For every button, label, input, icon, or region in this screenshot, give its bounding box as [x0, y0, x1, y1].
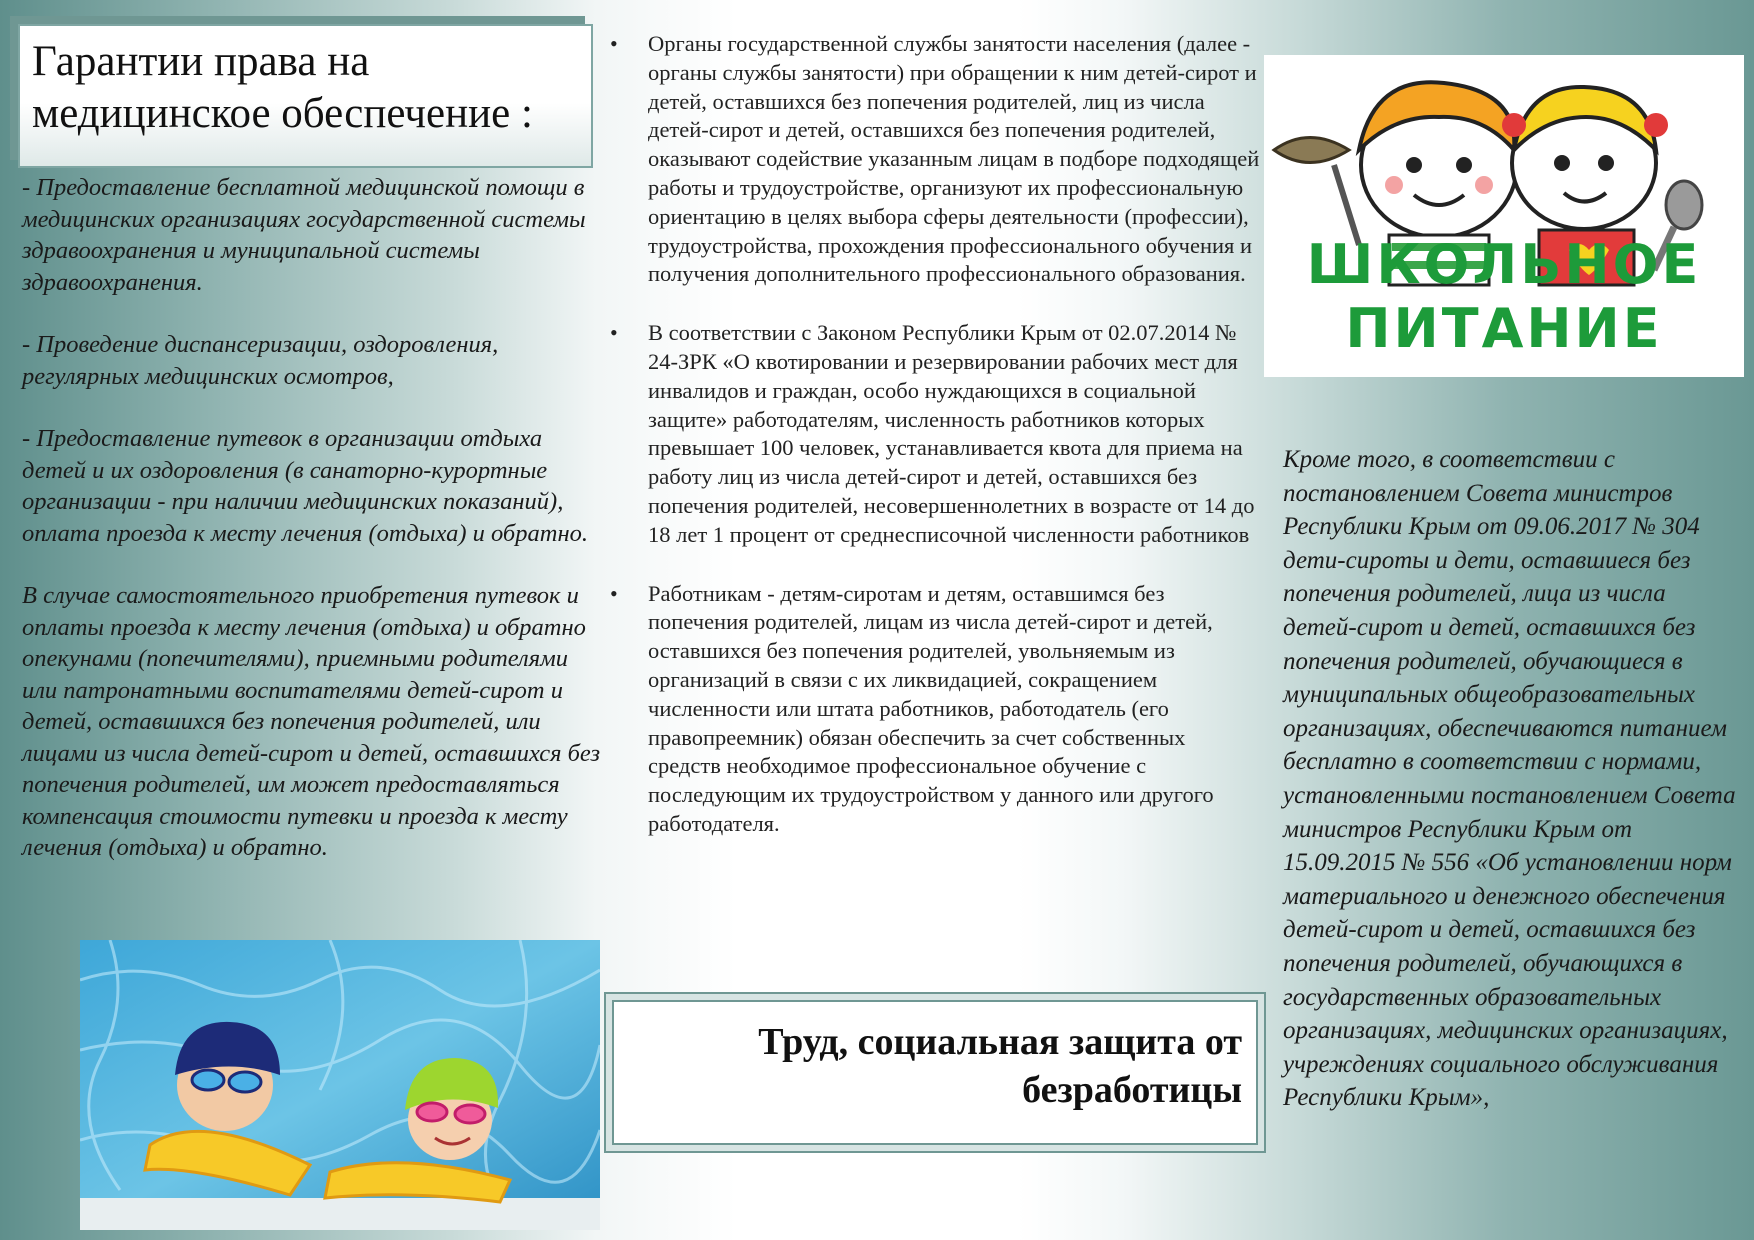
- labour-title: [628, 1018, 1242, 1114]
- school-food-logo: [1264, 55, 1744, 377]
- school-food-text: [1283, 443, 1745, 1115]
- logo-line1: ШКОЛЬНОЕ: [1306, 233, 1702, 296]
- employment-item-text: Органы государственной службы занятости населения (далее - органы службы занятости) при обращении к ним детей-сирот и детей, оставшихся без попечения родителей, лиц из числа детей-сирот и детей, оставшихся без попечения родителей, оказывают содействие указанным лицам в подборе подходящей работы и трудоустройстве, организуют их профессиональную ориентацию в целях выбора сферы деятельности (профессии), трудоустройства, прохождения профессионального обучения и получения дополнительного профессионального образования.: [648, 31, 1260, 287]
- medical-title: [32, 36, 579, 140]
- employment-item-services: [610, 30, 1260, 289]
- labour-title-line2: безработицы: [1022, 1069, 1242, 1111]
- employment-item-text: В соответствии с Законом Республики Крым от 02.07.2014 № 24-ЗРК «О квотировании и резервировании рабочих мест для инвалидов и граждан, особо нуждающихся в социальной защите» работодателям, численность работников которых превышает 100 человек, устанавливается квота для приема на работу лиц из числа детей-сирот и детей, оставшихся без попечения родителей, несовершеннолетних в возрасте от 14 до 18 лет 1 процент от среднесписочной численности работников: [648, 320, 1255, 547]
- labour-title-box: [612, 1000, 1258, 1145]
- medical-item-vouchers: - Предоставление путевок в организации отдыха детей и их оздоровления (в санаторно-курортные организации - при наличии медицинских показаний), оплата проезда к месту лечения (отдыха) и обратно.: [22, 425, 588, 547]
- medical-item-free-care: - Предоставление бесплатной медицинской помощи в медицинских организациях государственной системы здравоохранения и муниципальной системы здравоохранения.: [22, 174, 586, 296]
- swimming-kids-photo: [80, 940, 600, 1230]
- labour-title-line1: Труд, социальная защита от: [758, 1021, 1242, 1063]
- logo-line2: ПИТАНИЕ: [1345, 297, 1663, 360]
- bullet: •: [610, 580, 618, 606]
- medical-item-checkups: - Проведение диспансеризации, оздоровления, регулярных медицинских осмотров,: [22, 331, 499, 390]
- bullet: •: [610, 31, 618, 56]
- medical-title-box: [18, 24, 593, 168]
- employment-item-text: Работникам - детям-сиротам и детям, оставшимся без попечения родителей, лицам из числа детей-сирот и детей, оставшихся без попечения родителей, увольняемым из организаций в связи с их ликвидацией, сокращением численности или штата работников, работодатель (его правопреемник) обязан обеспечить за счет собственных средств необходимое профессиональное обучение с последующим их трудоустройством у данного или другого работодателя.: [648, 580, 1214, 836]
- bullet: •: [610, 320, 618, 346]
- employment-list: [610, 30, 1260, 869]
- medical-item-compensation: В случае самостоятельного приобретения путевок и оплаты проезда к месту лечения (отдыха) и обратно опекунами (попечителями), приемными родителями или патронатными воспитателями детей-сирот и детей, оставшихся без попечения родителей, или лицами из числа детей-сирот и детей, оставшихся без попечения родителей, им может предоставляться компенсация стоимости путевки и проезда к месту лечения (отдыха) и обратно.: [22, 582, 601, 861]
- swimming-kids-illustration: [80, 940, 600, 1230]
- employment-item-quota: [610, 319, 1260, 549]
- school-food-paragraph: Кроме того, в соответствии с постановлением Совета министров Республики Крым от 09.06.2017 № 304 дети-сироты и дети, оставшиеся без попечения родителей, лица из числа детей-сирот и детей, оставшихся без попечения родителей, обучающиеся в муниципальных общеобразовательных организациях, обеспечиваются питанием бесплатно в соответствии с нормами, установленными постановлением Совета министров Республики Крым от 15.09.2015 № 556 «Об установлении норм материального и денежного обеспечения детей-сирот и детей, оставшихся без попечения родителей, обучающихся в государственных образовательных организациях, медицинских организациях, учреждениях социального обслуживания Республики Крым»,: [1283, 446, 1736, 1112]
- medical-title-line2: медицинское обеспечение :: [32, 90, 533, 137]
- employment-item-training: [610, 580, 1260, 839]
- medical-title-line1: Гарантии права на: [32, 38, 370, 85]
- medical-guarantees-list: [22, 172, 602, 895]
